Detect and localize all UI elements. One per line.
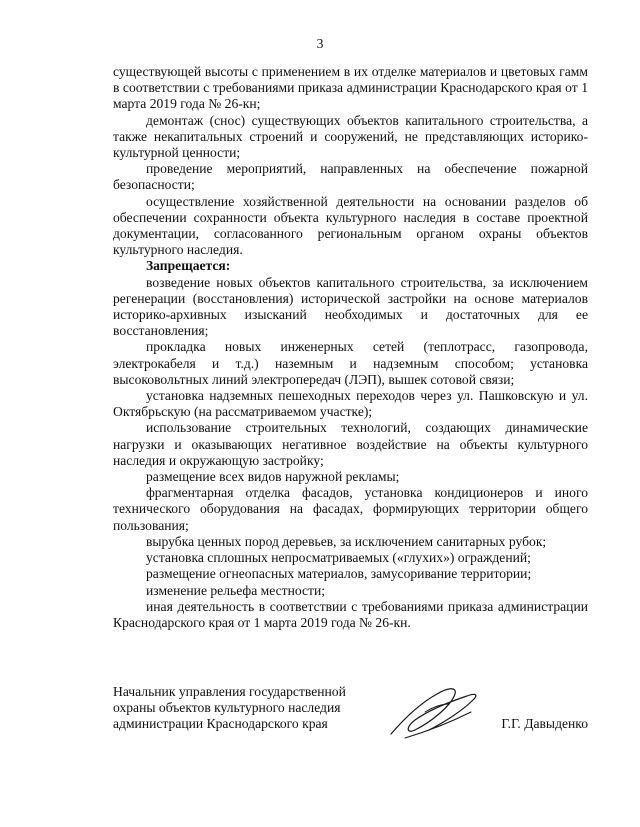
prohibited-item: фрагментарная отделка фасадов, установка кондиционеров и иного технического оборудования на фасадах, формирующих территории общего пользования; xyxy=(113,485,588,533)
prohibited-item: вырубка ценных пород деревьев, за исключением санитарных рубок; xyxy=(146,533,547,549)
prohibited-item: возведение новых объектов капитального строительства, за исключением регенерации (восстановления) исторической застройки на основе материалов историко-архивных изысканий необходимых и достаточных для ее восстановления; xyxy=(113,274,588,339)
signatory-title-line: Начальник управления государственной xyxy=(113,684,346,699)
prohibited-item: использование строительных технологий, создающих динамические нагрузки и оказывающих негативное воздействие на объекты культурного наследия и окружающую застройку; xyxy=(113,420,588,468)
signature-block xyxy=(113,684,588,744)
prohibited-item: иная деятельность в соответствии с требованиями приказа администрации Краснодарского края от 1 марта 2019 года № 26-кн. xyxy=(113,598,588,630)
prohibited-item: установка надземных пешеходных переходов через ул. Пашковскую и ул. Октябрьскую (на рассматриваемом участке); xyxy=(113,388,588,420)
prohibited-item: размещение всех видов наружной рекламы; xyxy=(146,469,400,485)
prohibited-item: изменение рельефа местности; xyxy=(146,582,326,598)
page-number: 3 xyxy=(316,36,324,51)
signatory-title-line: администрации Краснодарского края xyxy=(113,716,328,732)
handwritten-signature xyxy=(385,682,485,746)
document-body xyxy=(113,64,588,631)
prohibited-item: прокладка новых инженерных сетей (теплотрасс, газопровода, электрокабеля и т.д.) наземным и надземным способом; установка высоковольтных линий электропередач (ЛЭП), вышек сотовой связи; xyxy=(113,339,588,387)
prohibited-item: размещение огнеопасных материалов, замусоривание территории; xyxy=(146,566,532,582)
paragraph: осуществление хозяйственной деятельности на основании разделов об обеспечении сохранности объекта культурного наследия в составе проектной документации, согласованного региональным органом охраны объектов культурного наследия. xyxy=(113,193,588,258)
paragraph: проведение мероприятий, направленных на обеспечение пожарной безопасности; xyxy=(113,161,588,193)
signatory-title xyxy=(113,684,373,733)
paragraph: существующей высоты с применением в их отделке материалов и цветовых гамм в соответствии с требованиями приказа администрации Краснодарского края от 1 марта 2019 года № 26-кн; xyxy=(113,64,588,112)
prohibited-item: установка сплошных непросматриваемых («глухих») ограждений; xyxy=(146,550,531,566)
paragraph: демонтаж (снос) существующих объектов капитального строительства, а также некапитальных строений и сооружений, не представляющих историко-культурной ценности; xyxy=(113,112,588,161)
signatory-title-line: охраны объектов культурного наследия xyxy=(113,700,341,716)
signatory-name: Г.Г. Давыденко xyxy=(501,716,588,731)
prohibited-heading: Запрещается: xyxy=(146,258,231,274)
